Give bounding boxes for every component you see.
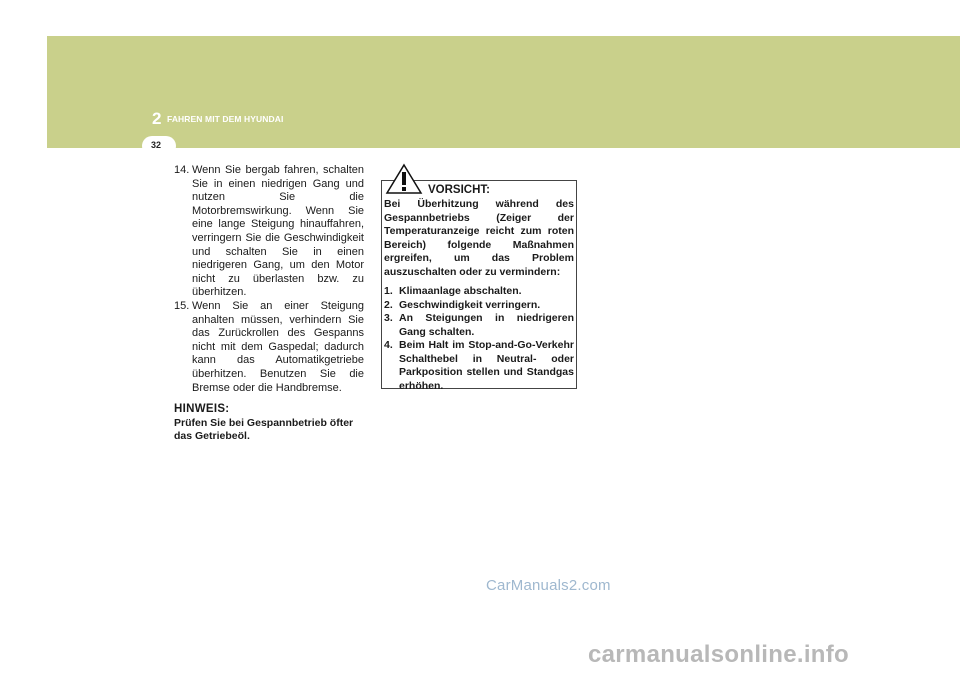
watermark-primary: CarManuals2.com bbox=[486, 577, 611, 594]
chapter-header-band bbox=[47, 36, 960, 148]
list-item-text: An Steigungen in niedrigeren Gang schalten. bbox=[399, 312, 574, 338]
list-item-number: 15. bbox=[174, 299, 190, 312]
warning-list bbox=[384, 285, 574, 393]
left-column bbox=[174, 164, 364, 444]
watermark-secondary: carmanualsonline.info bbox=[588, 641, 850, 668]
warning-title: VORSICHT: bbox=[428, 184, 490, 196]
list-item-text: Beim Halt im Stop-and-Go-Verkehr Schalthebel in Neutral- oder Parkposition stellen und Standgas erhöhen. bbox=[399, 339, 574, 392]
list-item-number: 14. bbox=[174, 164, 190, 176]
note-title: HINWEIS: bbox=[174, 403, 230, 416]
list-item bbox=[174, 300, 364, 395]
list-item bbox=[174, 164, 364, 300]
list-item-text: Wenn Sie an einer Steigung anhalten müssen, verhindern Sie das Zurückrollen des Gespanns nicht mit dem Gaspedal; dadurch kann das Automatikgetriebe überhitzen. Benutzen Sie die Bremse oder die Handbremse. bbox=[192, 299, 364, 394]
list-item bbox=[384, 339, 574, 393]
list-item-number: 4. bbox=[384, 339, 393, 351]
list-item-number: 3. bbox=[384, 312, 393, 324]
chapter-number: 2 bbox=[152, 109, 162, 128]
page-number: 32 bbox=[150, 140, 161, 150]
list-item bbox=[384, 285, 574, 299]
warning-body bbox=[384, 198, 574, 393]
list-item-number: 2. bbox=[384, 298, 393, 311]
page-number-tab bbox=[142, 136, 176, 156]
list-item bbox=[384, 312, 574, 339]
list-item bbox=[384, 299, 574, 313]
list-item-text: Wenn Sie bergab fahren, schalten Sie in einen niedrigen Gang und nutzen Sie die Motorbremswirkung. Wenn Sie eine lange Steigung hinauffahren, verringern Sie die Geschwindigkeit und schalten Sie in einen niedrigeren Gang, um den Motor nicht zu überlasten bzw. zu überhitzen. bbox=[192, 164, 364, 299]
warning-intro: Bei Überhitzung während des Gespannbetriebs (Zeiger der Temperaturanzeige reicht zum roten Bereich) folgende Maßnahmen ergreifen, um das Problem auszuschalten oder zu vermindern: bbox=[384, 198, 574, 278]
list-item-text: Klimaanlage abschalten. bbox=[399, 285, 522, 297]
list-item-number: 1. bbox=[384, 285, 393, 297]
warning-triangle-icon bbox=[385, 163, 423, 195]
chapter-title: FAHREN MIT DEM HYUNDAI bbox=[167, 114, 284, 124]
note-text: Prüfen Sie bei Gespannbetrieb öfter das Getriebeöl. bbox=[174, 416, 354, 443]
list-item-text: Geschwindigkeit verringern. bbox=[399, 298, 541, 311]
